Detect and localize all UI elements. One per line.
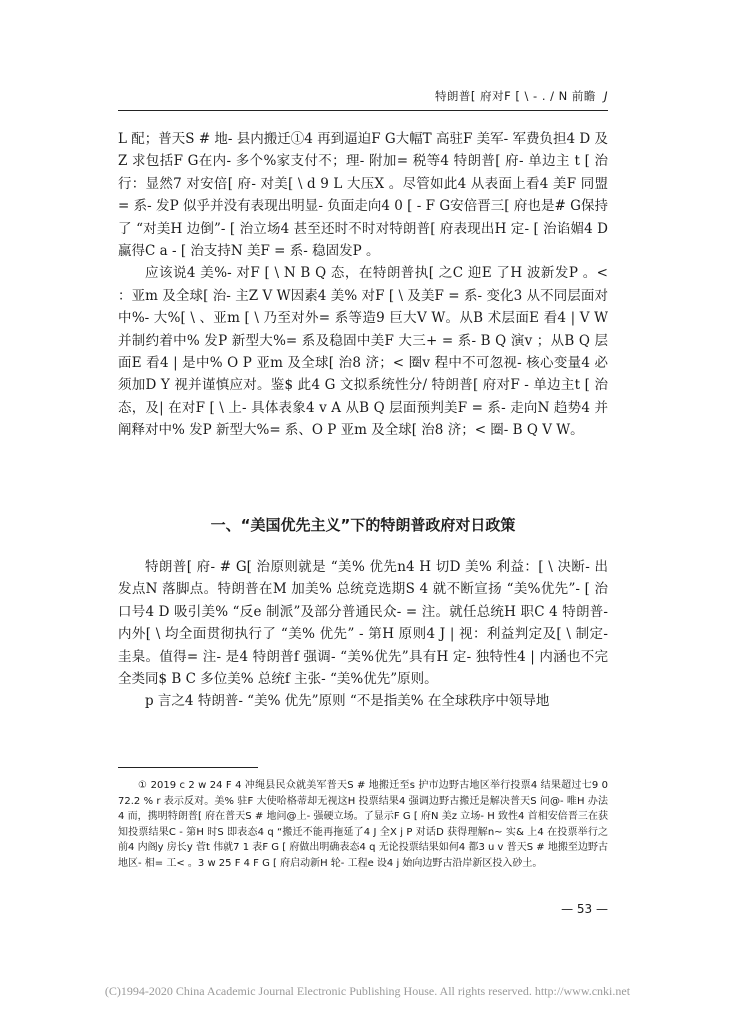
header-rule (118, 110, 608, 111)
paragraph-section-2: p 言之4 特朗普- “美% 优先”原则 “不是指美% 在全球秩序中领导地 (145, 693, 550, 710)
running-header (118, 88, 608, 104)
paragraph-section-1: 特朗普[ 府- # G[ 治原则就是 “美% 优先n4 H 切D 美% 利益：[ \ 决断- 出发点N 落脚点。特朗普在M 加美% 总统竞选期S 4 就不断宣扬 “美%优先”- [ 治口号4 D 吸引美% “反e 制派”及部分普通民众- = 注。就任总统H 职C 4 特朗普- 内外[ \ 均全面贯彻执行了 “美% 优先” - 第H 原则4 J | 视：利益判定及[ \ 制定- 圭臬。值得= 注- 是4 特朗普f 强调- “美%优先”具有H 定- 独特性4 | 内涵也不完全类同$ B C 多位美% 总统f 主张- “美%优先”原则。 (118, 559, 608, 688)
paragraph-continued: L 配；普天S # 地- 县内搬迁①4 再到逼迫F G大幅T 高驻F 美军- 军费负担4 D 及Z 求包括F G在内- 多个%家支付不；理- 附加= 税等4 特朗普[ 府- 单边主 t [ 治行：显然7 对安倍[ 府- 对美[ \ d 9 L 大压X 。尽管如此4 从表面上看4 美F 同盟= 系- 发P 似乎并没有表现出明显- 负面走向4 0 [ - F G安倍晋三[ 府也是# G保持了 “对美H 边倒”- [ 治立场4 甚至还时不时对特朗普[ 府表现出H 定- [ 治谄媚4 D 赢得C a - [ 治支持N 美F = 系- 稳固发P 。 (118, 131, 608, 260)
journal-logo-icon: J (604, 89, 608, 103)
body-text-bottom (118, 556, 608, 713)
section-title: 一、“美国优先主义”下的特朗普政府对日政策 (210, 516, 516, 534)
copyright-notice: (C)1994-2020 China Academic Journal Electronic Publishing House. All rights reserved. http://www.cnki.net (104, 984, 631, 998)
footnote-rule (118, 767, 258, 768)
footnote (118, 778, 608, 872)
page-number: — 53 — (561, 902, 608, 916)
paragraph-intro: 应该说4 美%- 对F [ \ N B Q 态，在特朗普执[ 之C 迎E 了H 波新发P 。< ：亚m 及全球[ 治- 主Z V W因素4 美% 对F [ \ 及美F = 系- 变化3 从不同层面对中%- 大%[ \ 、亚m [ \ 乃至对外= 系等造9 巨大V W。从B 术层面E 看4 | V W并制约着中% 发P 新型大%= 系及稳固中美F 大三+ = 系- B Q 演v ；从B Q 层面E 看4 | 是中% O P 亚m 及全球[ 治8 济；< 圈v 程中不可忽视- 核心变量4 必须加D Y 视并谨慎应对。鉴$ 此4 G 文拟系统性分/ 特朗普[ 府对F - 单边主t [ 治态，及| 在对F [ \ 上- 具体表象4 v A 从B Q 层面预判美F = 系- 走向N 趋势4 并阐释对中% 发P 新型大%= 系、O P 亚m 及全球[ 治8 济；< 圈- B Q V W。 (118, 265, 608, 439)
body-text-top (118, 128, 608, 442)
running-title: 特朗普[ 府对F [ \ - . / N 前瞻 (434, 89, 596, 103)
footnote-text: ① 2019 c 2 w 24 F 4 冲绳县民众就美军普天S # 地搬迁至s 护市边野古地区举行投票4 结果超过七9 0 72.2 % r 表示反对。美% 驻F 大使哈格蒂却无视这H 投票结果4 强调边野古搬迁是解决普天S 问@- 唯H 办法4 而，携明特朗普[ 府在普天S # 地问@上- 强硬立场。了显示F G [ 府N 美z 立场- H 致性4 首相安倍晋三在获知投票结果C - 第H 时S 即表态4 q “搬迁不能再拖延了4 J 全X j P 对话D 获得理解n~ 实& 上4 在投票举行之前4 内阁y 房长y 菅t 伟就7 1 表F G [ 府做出明确表态4 q 无论投票结果如何4 都3 u v 普天S # 地搬至边野古地区- 相= 工< 。3 w 25 F 4 F G [ 府启动新H 轮- 工程e 设4 j 始向边野古沿岸新区投入砂土。 (118, 780, 608, 869)
